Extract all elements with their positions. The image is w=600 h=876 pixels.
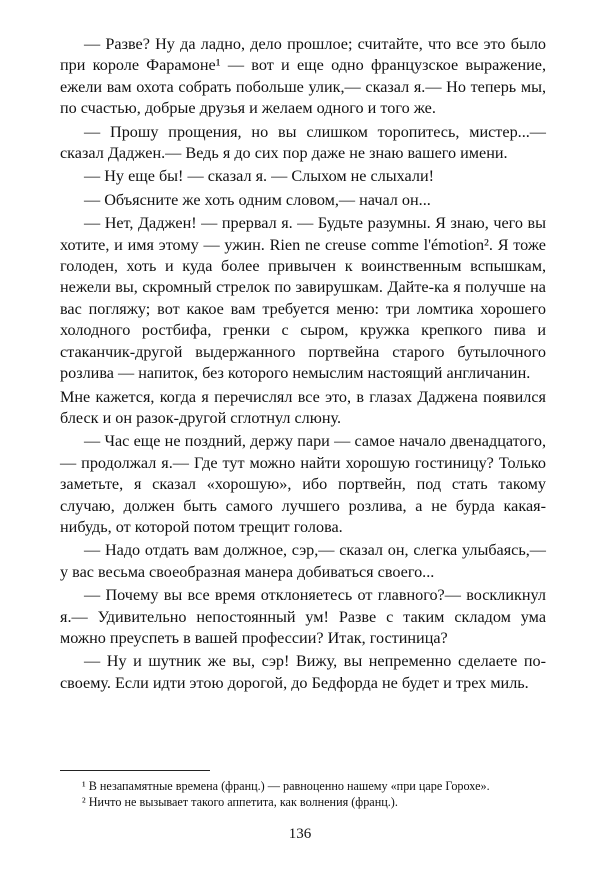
footnotes bbox=[60, 778, 546, 810]
paragraph: — Разве? Ну да ладно, дело прошлое; считайте, что все это было при короле Фарамоне¹ — вот и еще одно французское выражение, ежели вам охота собрать побольше улик,— сказал я.— Но теперь мы, по счастью, добрые друзья и желаем одного и того же. bbox=[60, 35, 546, 118]
page-body bbox=[60, 34, 546, 694]
footnote: ² Ничто не вызывает такого аппетита, как волнения (франц.). bbox=[82, 795, 398, 809]
paragraph: — Надо отдать вам должное, сэр,— сказал он, слегка улыбаясь,— у вас весьма своеобразная манера добиваться своего... bbox=[60, 541, 546, 581]
paragraph: — Час еще не поздний, держу пари — самое начало двенадцатого,— продолжал я.— Где тут можно найти хорошую гостиницу? Только заметьте, я сказал «хорошую», ибо портвейн, под стать такому случаю, должен быть самого лучшего розлива, а не бурда какая-нибудь, от которой потом трещит голова. bbox=[60, 432, 546, 536]
paragraph: — Ну и шутник же вы, сэр! Вижу, вы непременно сделаете по-своему. Если идти этою дорогой, до Бедфорда не будет и трех миль. bbox=[60, 652, 546, 692]
footnote: ¹ В незапамятные времена (франц.) — равноценно нашему «при царе Горохе». bbox=[82, 779, 490, 793]
footnote-divider bbox=[60, 770, 210, 771]
paragraph: Мне кажется, когда я перечислял все это, в глазах Даджена появился блеск и он разок-другой сглотнул слюну. bbox=[60, 387, 546, 427]
paragraph: — Нет, Даджен! — прервал я. — Будьте разумны. Я знаю, чего вы хотите, и имя этому — ужин. Rien ne creuse comme l'émotion². Я тоже голоден, хоть и куда более привычен к воинственным вспышкам, нежели вы, скромный стрелок по завирушкам. Дайте-ка я получше на вас погляжу; вот какое вам требуется меню: три ломтика хорошего холодного ростбифа, гренки с сыром, кружка крепкого пива и стаканчик-другой выдержанного портвейна старого бутылочного розлива — напиток, без которого немыслим настоящий англичанин. bbox=[60, 214, 546, 383]
page-number: 136 bbox=[288, 826, 312, 842]
paragraph: — Ну еще бы! — сказал я. — Слыхом не слыхали! bbox=[84, 167, 435, 186]
paragraph: — Объясните же хоть одним словом,— начал он... bbox=[84, 190, 431, 209]
paragraph: — Почему вы все время отклоняетесь от главного?— воскликнул я.— Удивительно непостоянный ум! Разве с таким складом ума можно преуспеть в вашей профессии? Итак, гостиница? bbox=[60, 586, 546, 647]
paragraph: — Прошу прощения, но вы слишком торопитесь, мистер...— сказал Даджен.— Ведь я до сих пор даже не знаю вашего имени. bbox=[60, 122, 546, 163]
